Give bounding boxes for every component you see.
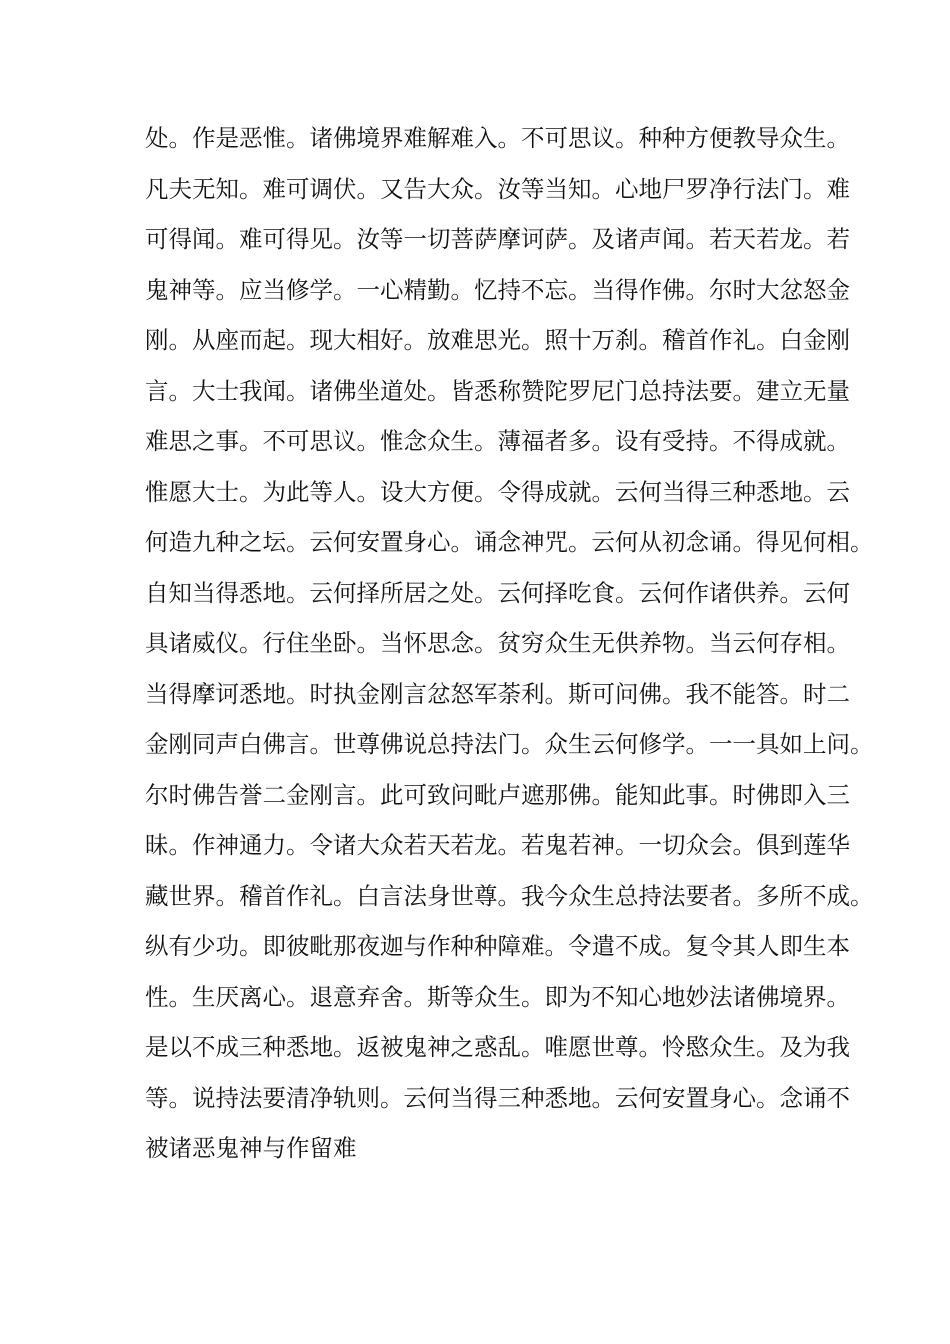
text-line-20: 等。说持法要清净轨则。云何当得三种悉地。云何安置身心。念诵不 [145,1083,850,1112]
text-line-6: 言。大士我闻。诸佛坐道处。皆悉称赞陀罗尼门总持法要。建立无量 [145,376,850,405]
text-line-11: 具诸威仪。行住坐卧。当怀思念。贫穷众生无供养物。当云何存相。 [145,629,850,657]
text-line-5: 刚。从座而起。现大相好。放难思光。照十万刹。稽首作礼。白金刚 [145,326,850,354]
text-line-3: 可得闻。难可得见。汝等一切菩萨摩诃萨。及诸声闻。若天若龙。若 [145,225,850,253]
text-line-16: 藏世界。稽首作礼。白言法身世尊。我今众生总持法要者。多所不成。 [145,881,874,910]
text-line-18: 性。生厌离心。退意弃舍。斯等众生。即为不知心地妙法诸佛境界。 [145,982,850,1011]
text-line-8: 惟愿大士。为此等人。设大方便。令得成就。云何当得三种悉地。云 [145,477,850,506]
text-line-17: 纵有少功。即彼毗那夜迦与作种种障难。令遣不成。复令其人即生本 [145,932,850,960]
text-line-1: 处。作是恶惟。诸佛境界难解难入。不可思议。种种方便教导众生。 [145,124,850,152]
text-line-9: 何造九种之坛。云何安置身心。诵念神咒。云何从初念诵。得见何相。 [145,528,874,556]
body-text [145,113,874,1174]
text-line-4: 鬼神等。应当修学。一心精勤。忆持不忘。当得作佛。尔时大忿怒金 [145,275,850,304]
text-line-12: 当得摩诃悉地。时执金刚言忿怒军荼利。斯可问佛。我不能答。时二 [145,679,850,708]
text-line-19: 是以不成三种悉地。返被鬼神之惑乱。唯愿世尊。怜愍众生。及为我 [145,1033,850,1061]
text-line-14: 尔时佛告誉二金刚言。此可致问毗卢遮那佛。能知此事。时佛即入三 [145,780,850,809]
text-line-7: 难思之事。不可思议。惟念众生。薄福者多。设有受持。不得成就。 [145,427,850,455]
text-line-10: 自知当得悉地。云何择所居之处。云何择吃食。云何作诸供养。云何 [145,578,850,607]
text-line-21: 被诸恶鬼神与作留难 [145,1134,357,1162]
text-line-15: 昧。作神通力。令诸大众若天若龙。若鬼若神。一切众会。俱到莲华 [145,831,850,859]
text-line-2: 凡夫无知。难可调伏。又告大众。汝等当知。心地尸罗净行法门。难 [145,174,850,203]
text-line-13: 金刚同声白佛言。世尊佛说总持法门。众生云何修学。一一具如上问。 [145,730,874,758]
